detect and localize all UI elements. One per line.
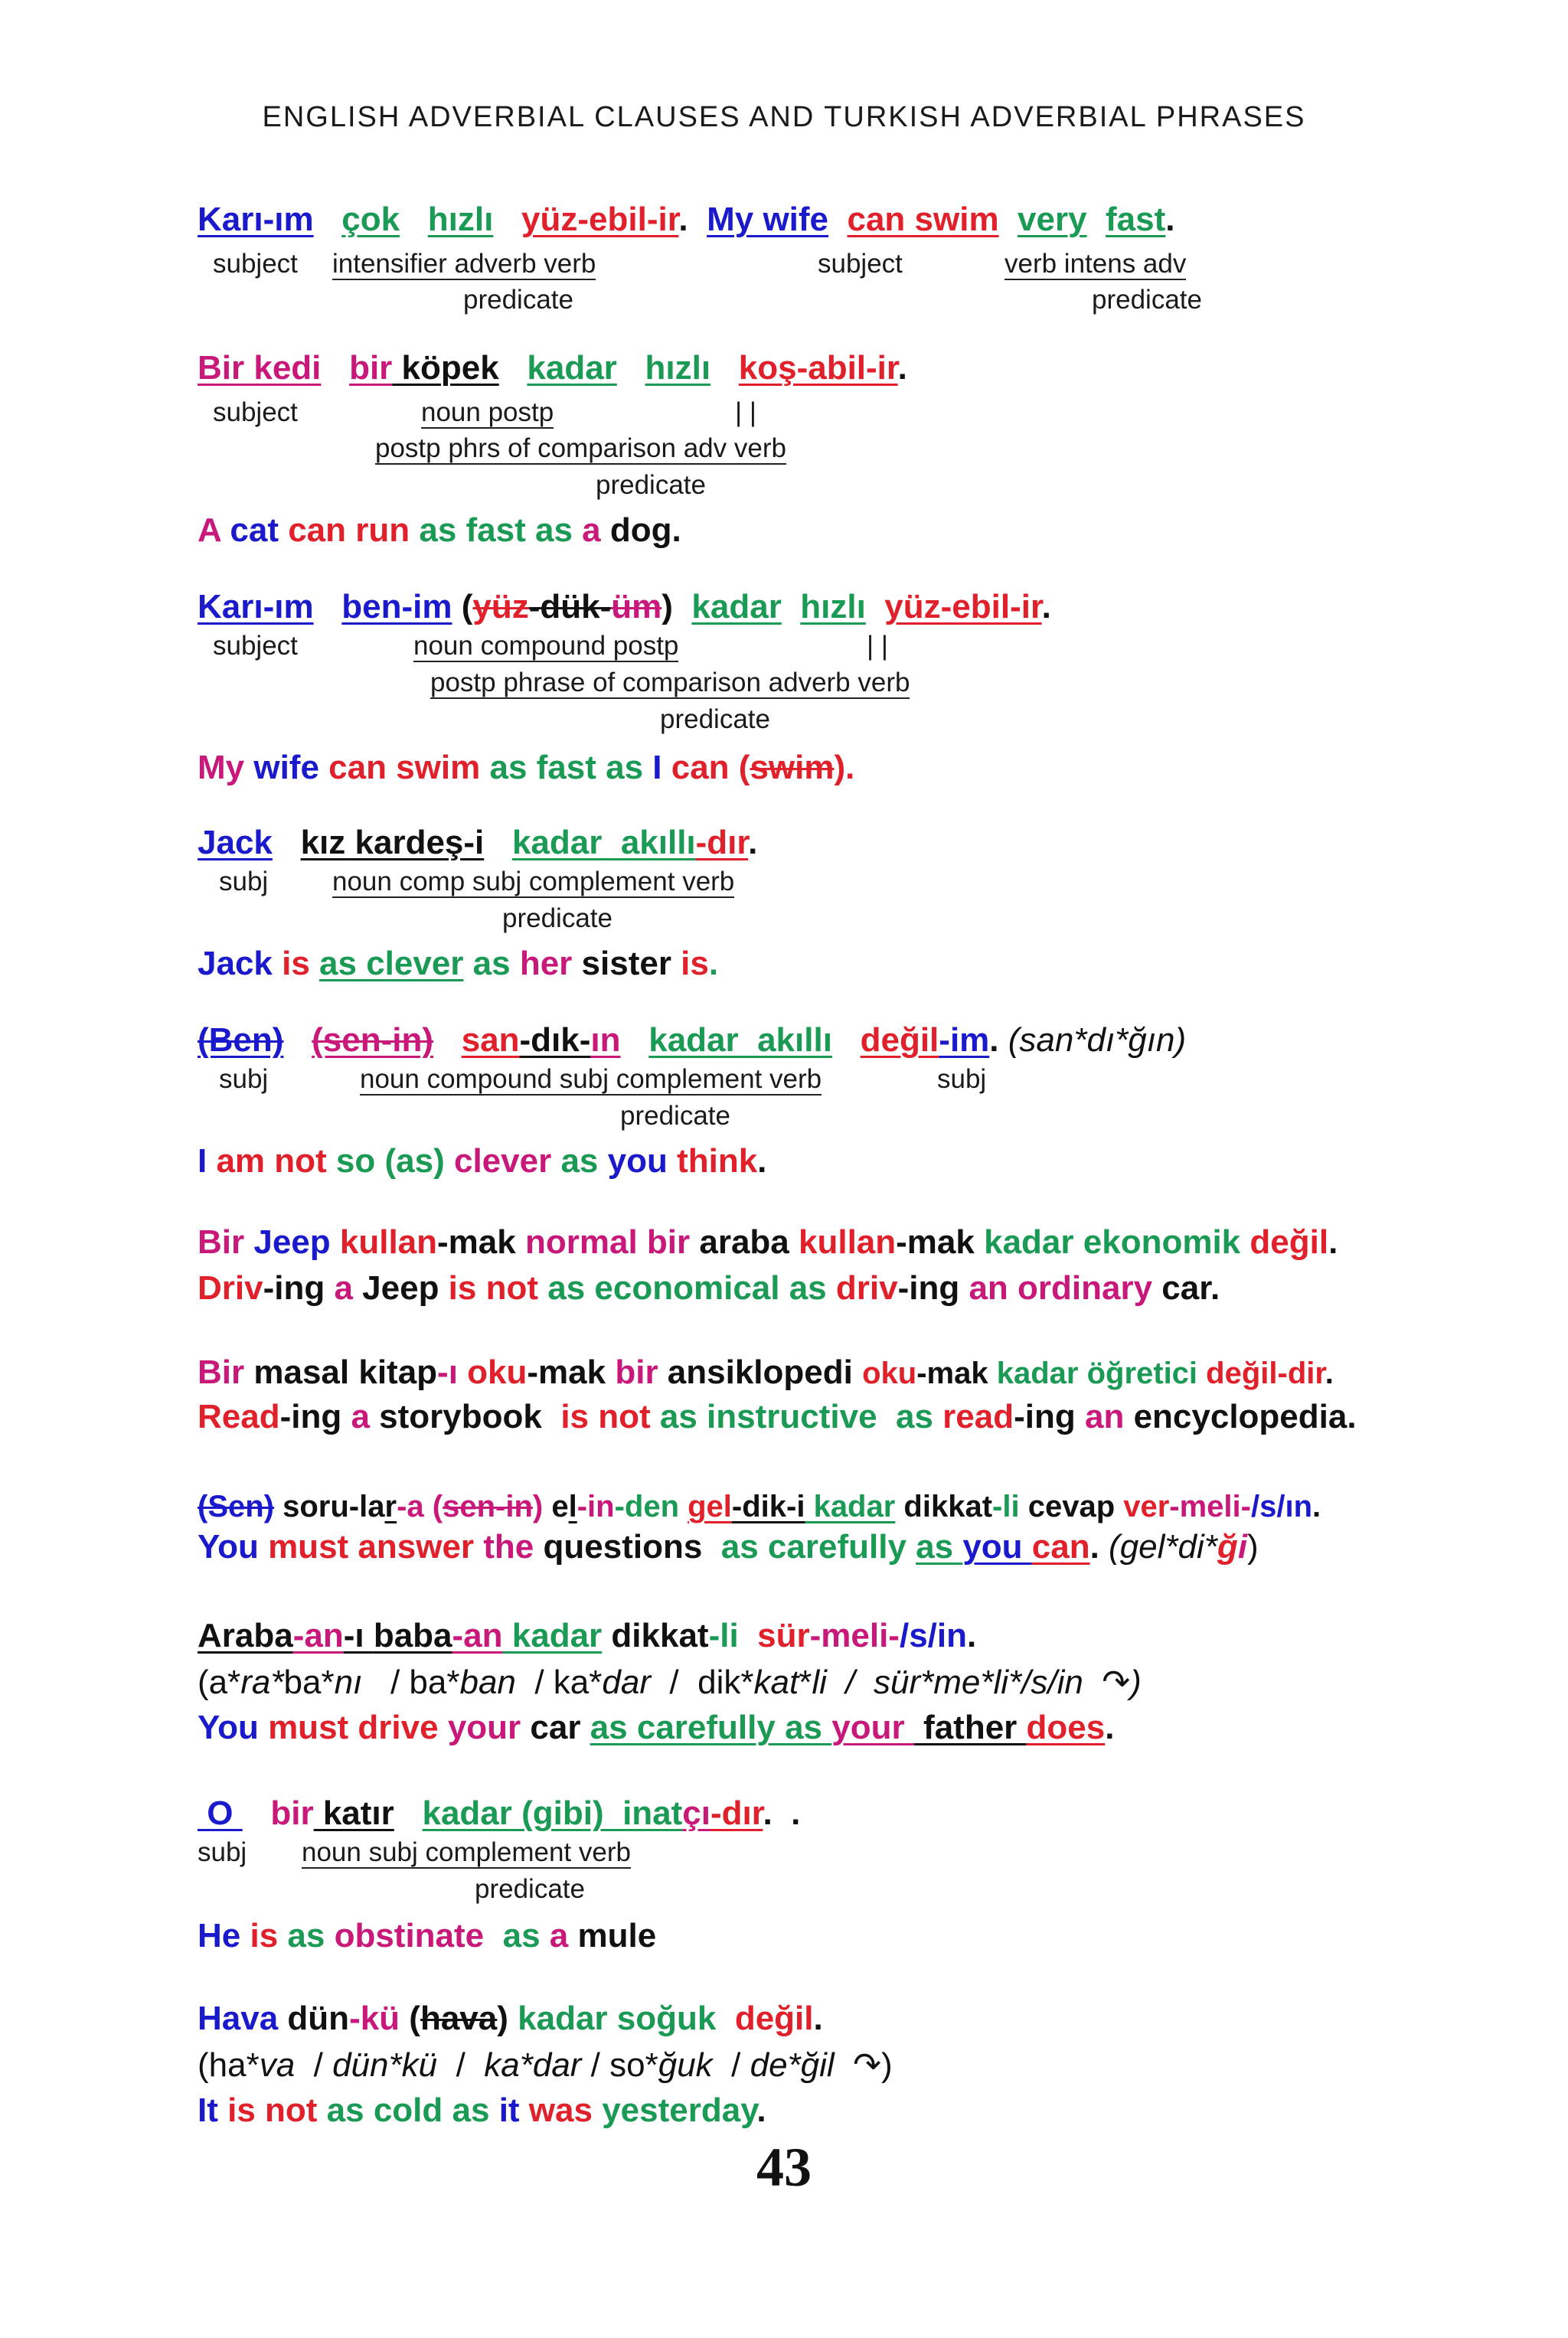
gloss-postp-phrase: postp phrase of comparison adverb verb [430,668,910,697]
text-run: i [1237,1528,1248,1566]
text-run: ( [452,588,473,625]
text-run: dikkat [895,1490,993,1523]
text-run: / [295,2046,333,2084]
text-run: ın [590,1021,621,1059]
example-7-english [198,1398,1357,1436]
text-run: as cold as [326,2091,499,2129]
text-run: sister [581,945,681,982]
text-run: araba [699,1223,799,1261]
text-run: as [463,945,520,982]
text-run: Karı-ım [198,201,314,238]
text-run: swim [750,749,835,786]
gloss-subject: subj [937,1064,987,1094]
gloss-noun-postp: noun postp [421,397,554,427]
text-run: Jack [198,945,283,982]
text-run: -mak [527,1353,616,1391]
text-run: is [250,1917,288,1954]
text-run: -ing [897,1269,969,1307]
text-run: as instructive as [659,1398,943,1435]
gloss-subject-english: subject [818,249,903,279]
text-run: is [681,945,709,982]
example-11-english [198,2091,766,2130]
text-run: driv [835,1269,898,1307]
text-run: you [607,1142,678,1180]
text-run: Driv [198,1269,263,1307]
text-run: kullan [799,1223,897,1261]
text-run: Jeep [253,1223,340,1261]
text-run: -im [939,1021,990,1059]
text-run: must answer [268,1528,484,1566]
text-run: değil-dir [1206,1357,1325,1390]
text-run: / ka* [515,1664,603,1701]
text-run: yüz-ebil-ir [884,588,1042,625]
text-run: (a* [198,1664,241,1701]
text-run: kullan [339,1223,438,1261]
text-run: does [1026,1709,1106,1746]
text-run: ban [459,1664,516,1701]
text-run: Bir [198,1223,254,1261]
text-run: ( [738,749,750,786]
text-run: kat [753,1664,799,1701]
text-run: as fast as [489,749,653,786]
text-run: -ing [279,1398,351,1435]
text-run: (san*dı*ğın) [1008,1021,1187,1059]
text-run: -dır [710,1794,763,1832]
example-9-turkish [198,1617,976,1655]
text-run: as [287,1917,335,1954]
text-run: Jeep [362,1269,449,1307]
text-run: as fast as [419,511,583,549]
text-run: kü [401,2046,438,2084]
text-run: -in [577,1490,615,1523]
text-run: . [1165,201,1175,238]
text-run: hava [420,2000,498,2037]
text-run: koş-abil-ir [738,349,898,387]
text-run: -li [708,1617,758,1654]
text-run: l [568,1490,577,1523]
text-run: must drive [268,1709,448,1746]
predicate-label: predicate [475,1874,585,1904]
text-run: as carefully [720,1528,916,1566]
text-run: katır [313,1794,394,1832]
text-run: . [756,2091,766,2129]
gloss-postp-phrase: postp phrs of comparison adv verb [375,433,786,463]
text-run: storybook [379,1398,561,1435]
text-run: (sen-in) [312,1021,434,1059]
text-run: yüz [472,588,529,625]
text-run: a [549,1917,578,1954]
text-run: think [677,1142,758,1180]
text-run: . [967,1617,977,1654]
text-run: gel [688,1490,732,1523]
text-run: . [708,945,719,982]
text-run: an ordinary [969,1269,1162,1307]
text-run: ra* [240,1664,284,1701]
predicate-label: predicate [463,285,573,315]
gloss-turkish-roles: intensifier adverb verb [332,249,596,279]
text-run: Read [198,1398,280,1435]
example-3-line [198,588,1051,626]
text-run: kadar [527,349,617,387]
text-run: kadar akıllı [648,1021,832,1059]
text-run: the [483,1528,544,1566]
text-run: as economical as [547,1269,836,1307]
text-run: as clever [319,945,464,982]
example-7-turkish [198,1353,1334,1392]
text-run: dog [609,511,672,549]
text-run: çı [682,1794,710,1832]
text-run: -dır [695,824,749,861]
text-run: -dık- [519,1021,591,1059]
predicate-label: predicate [596,470,706,500]
text-run: My [198,749,254,786]
example-4-translation [198,945,718,983]
text-run: Jack [198,824,273,861]
text-run: san [461,1021,520,1059]
text-run: de* [750,2046,801,2084]
text-run: (as) [384,1142,454,1180]
text-run: köpek [392,349,499,387]
text-run: soru-la [274,1490,385,1523]
text-run: -meli- [809,1617,900,1654]
text-run: as carefully as [590,1709,832,1746]
text-run: as [502,1917,550,1954]
text-run: . [1041,588,1051,625]
text-run: dün [287,2000,350,2037]
gloss-subject: subject [213,631,298,661]
text-run: (gel*di* [1109,1528,1217,1566]
text-run: ↷) [834,2046,893,2084]
example-2-translation [198,511,681,550]
text-run: father [913,1709,1027,1746]
text-run: / so* [581,2046,658,2084]
text-run: hızlı [645,349,711,387]
text-run: / [437,2046,485,2084]
text-run: kadar [805,1490,896,1523]
text-run: -ı [343,1617,374,1654]
text-run: -an [452,1617,503,1654]
text-run: A [198,511,230,549]
text-run: üm [611,588,662,625]
example-9-pronunciation [198,1663,1142,1702]
example-9-english [198,1709,1114,1747]
text-run: can run [288,511,420,549]
example-6-turkish [198,1223,1338,1262]
text-run: car [530,1709,590,1746]
text-run: so [335,1142,385,1180]
text-run: is not [560,1398,660,1435]
text-run: cevap [1027,1490,1124,1523]
text-run: dar [602,1664,651,1701]
text-run: . [1105,1709,1115,1746]
text-run: e [551,1490,569,1523]
example-5-translation [198,1142,766,1180]
gloss-roles: noun compound subj complement verb [360,1064,822,1094]
text-run: can [671,749,739,786]
text-run: . [748,824,758,861]
text-run: clever [453,1142,561,1180]
text-run: an [1084,1398,1134,1435]
text-run: ) [497,2000,518,2037]
gloss-subject: subj [219,867,269,896]
text-run: ) [662,588,673,625]
text-run: ver [1123,1490,1170,1523]
text-run: very [1018,201,1087,238]
text-run: kadar öğretici [996,1357,1207,1390]
example-3-translation [198,749,854,787]
text-run: ( [409,2000,420,2037]
text-run: bir [270,1794,314,1832]
text-run: hızlı [427,201,494,238]
text-run: -kü [349,2000,410,2037]
text-run: (ha* [198,2046,260,2084]
example-4-line [198,824,757,862]
text-run: your [831,1709,914,1746]
text-run: Araba [198,1617,293,1654]
text-run: -mak [437,1223,525,1261]
text-run: mule [577,1917,657,1954]
example-8-english [198,1528,1259,1566]
text-run: ) [532,1490,552,1523]
text-run: . [1312,1490,1321,1523]
text-run: değil [860,1021,939,1059]
text-run: her [519,945,582,982]
text-run: -dik-i [731,1490,805,1523]
text-run: . [813,2000,823,2037]
text-run: is not [227,2091,327,2129]
gloss-roles: noun subj complement verb [302,1837,631,1867]
text-run: a [334,1269,363,1307]
text-run: kadar akıllı [511,824,696,861]
gloss-roles: noun comp subj complement verb [332,867,735,896]
example-1-line [198,201,1175,239]
text-run: çok [341,201,400,238]
text-run: ansiklopedi [667,1353,863,1391]
text-run: questions [543,1528,721,1566]
example-8-turkish [198,1487,1321,1525]
text-run: obstinate [334,1917,503,1954]
text-run: -den [614,1490,688,1523]
text-run: va [259,2046,296,2084]
text-run: read [942,1398,1014,1435]
text-run: you [962,1528,1032,1566]
example-5-line [198,1021,1186,1060]
text-run: Bir [198,1353,254,1391]
text-run: sen-in [443,1490,533,1523]
text-run: kadar [691,588,782,625]
text-run: -li [992,1490,1028,1523]
text-run: is [282,945,320,982]
text-run: It [198,2091,228,2129]
text-run: nı [334,1664,363,1701]
text-run: masal kitap [253,1353,438,1391]
gloss-subject: subj [219,1064,269,1094]
text-run: can swim [847,201,999,238]
example-11-turkish [198,2000,823,2038]
text-run: -meli- [1169,1490,1251,1523]
text-run: your [447,1709,531,1746]
text-run: yesterday [602,2091,757,2129]
text-run: /s/in [899,1617,967,1654]
text-run: . [671,511,681,549]
text-run: . . [763,1794,801,1832]
text-run: ğil [800,2046,835,2084]
gloss-bars: | | [867,631,888,661]
text-run: -ı [437,1353,468,1391]
text-run: as [560,1142,608,1180]
text-run: ) [1247,1528,1259,1566]
text-run: O [198,1794,243,1832]
text-run: . [1328,1223,1338,1261]
text-run: * [799,1664,812,1701]
text-run: -an [292,1617,344,1654]
text-run: dikkat [602,1617,709,1654]
text-run: sür [757,1617,810,1654]
text-run: . [989,1021,1008,1059]
text-run: a [351,1398,380,1435]
example-6-english [198,1269,1220,1308]
text-run: fast [1106,201,1166,238]
text-run: Hava [198,2000,288,2037]
text-run: encyclopedia [1133,1398,1348,1435]
predicate-label: predicate [620,1101,730,1131]
text-run: can [1031,1528,1090,1566]
text-run: / [712,2046,750,2084]
text-run: -mak [896,1223,985,1261]
gloss-subject: subj [198,1837,247,1867]
text-run: . [897,349,907,387]
text-run: . [1347,1398,1357,1435]
text-run: -ing [263,1269,335,1307]
text-run: dün* [332,2046,402,2084]
text-run: kız kardeş-i [300,824,485,861]
text-run: as [916,1528,963,1566]
text-run: kadar soğuk [518,2000,735,2037]
gloss-noun-compound: noun compound postp [413,631,679,661]
text-run: ). [834,749,855,786]
text-run: ka*dar [484,2046,582,2084]
text-run: My wife [707,201,829,238]
text-run: /s/ın [1250,1490,1313,1523]
text-run: değil [734,2000,814,2037]
predicate-label: predicate [502,903,612,933]
gloss-subject: subject [213,397,298,427]
text-run: car [1161,1269,1210,1307]
text-run: hızlı [800,588,866,625]
text-run: / dik* [650,1664,754,1701]
text-run: bir [615,1353,668,1391]
example-10-translation [198,1917,656,1955]
text-run: ğ [1217,1528,1238,1566]
text-run: You [198,1709,269,1746]
text-run: r [384,1490,397,1523]
text-run: oku [467,1353,528,1391]
text-run: / sür*me*li*/s/in ↷) [826,1664,1142,1701]
text-run: it [498,2091,529,2129]
example-2-line [198,349,907,387]
text-run: bir [349,349,393,387]
predicate-label: predicate [1092,285,1202,315]
text-run: . [757,1142,767,1180]
page-number: 43 [756,2137,812,2198]
text-run: was [528,2091,603,2129]
text-run: am not [216,1142,336,1180]
text-run: . [678,201,707,238]
text-run: . [1325,1357,1334,1390]
text-run: -a [397,1490,433,1523]
text-run: You [198,1528,269,1566]
page-header: ENGLISH ADVERBIAL CLAUSES AND TURKISH ADVERBIAL PHRASES [262,101,1306,133]
text-run: kadar ekonomik [984,1223,1250,1261]
text-run: li [812,1664,827,1701]
text-run: ben-im [341,588,452,625]
gloss-subject: subject [213,249,298,279]
text-run: a [582,511,610,549]
text-run: / ba* [362,1664,460,1701]
text-run: wife [253,749,329,786]
text-run: Bir kedi [198,349,322,387]
text-run: I [652,749,671,786]
gloss-english-roles: verb intens adv [1004,249,1187,279]
text-run: yüz-ebil-ir [521,201,679,238]
gloss-bars: | | [735,397,756,427]
example-11-pronunciation [198,2046,893,2085]
text-run: ğuk [658,2046,713,2084]
text-run: can swim [328,749,490,786]
text-run: (Sen) [198,1490,274,1523]
text-run: Karı-ım [198,588,314,625]
text-run: He [198,1917,250,1954]
text-run: kadar (gibi) inat [422,1794,683,1832]
example-10-line [198,1794,800,1833]
text-run: cat [230,511,289,549]
text-run: I [198,1142,217,1180]
text-run: değil [1250,1223,1329,1261]
text-run: kadar [502,1617,603,1654]
text-run: baba [373,1617,452,1654]
text-run: -ing [1014,1398,1085,1435]
text-run: oku [862,1357,917,1390]
text-run: ( [432,1490,443,1523]
text-run: is not [448,1269,548,1307]
text-run: normal bir [524,1223,700,1261]
text-run: ba* [283,1664,335,1701]
text-run: . [1210,1269,1220,1307]
text-run: -dük- [528,588,612,625]
text-run: -mak [916,1357,997,1390]
text-run: . [1089,1528,1109,1566]
text-run: (Ben) [198,1021,284,1059]
predicate-label: predicate [660,704,770,734]
